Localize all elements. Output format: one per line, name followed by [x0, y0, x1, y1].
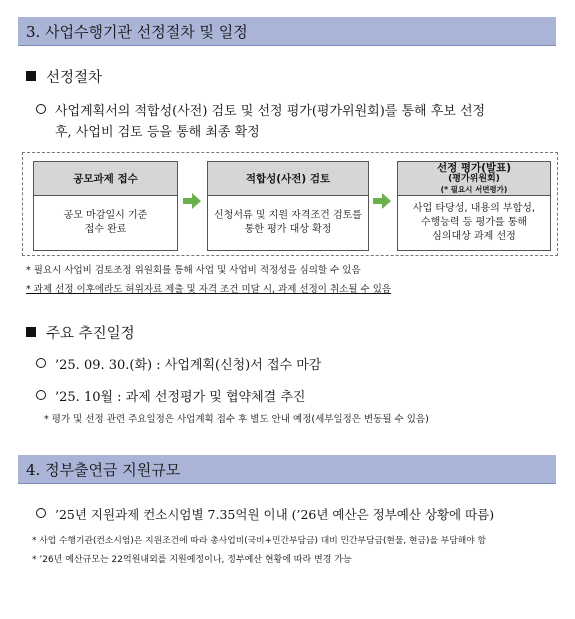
right-arrow-icon — [373, 193, 391, 209]
flow-step-3-header — [398, 162, 550, 196]
schedule-item-1 — [36, 355, 321, 376]
flow-step-2-title: 적합성(사전) 검토 — [245, 173, 331, 185]
square-bullet-icon — [26, 327, 36, 337]
circle-bullet-icon — [36, 390, 46, 400]
flow-step-1-body-line-2: 접수 완료 — [84, 224, 127, 235]
funding-note-1: * 사업 수행기관(컨소시엄)은 지원조건에 따라 총사업비(국비+민간부담금) 대비 민간부담금(현물, 현금)을 부담해야 함 — [32, 536, 487, 546]
section-3-title: 3. 사업수행기관 선정절차 및 일정 — [26, 23, 248, 41]
selection-flow-diagram — [22, 152, 558, 256]
funding-item-1-text: ’25년 지원과제 컨소시엄별 7.35억원 이내 (’26년 예산은 정부예산 상황에 따름) — [55, 507, 495, 522]
selection-heading — [26, 66, 102, 87]
flow-step-1-body-line-1: 공모 마감일시 기준 — [63, 210, 148, 221]
funding-note-2: * ’26년 예산규모는 22억원내외를 지원예정이나, 정부예산 현황에 따라 변경 가능 — [32, 555, 352, 565]
flow-step-3-body — [398, 196, 550, 250]
selection-note-2: * 과제 선정 이후에라도 허위자료 제출 및 자격 조건 미달 시, 과제 선정이 취소될 수 있음 — [26, 284, 392, 295]
flow-step-1-title: 공모과제 접수 — [73, 173, 138, 185]
selection-line-1: 사업계획서의 적합성(사전) 검토 및 선정 평가(평가위원회)를 통해 후보 선정 — [55, 104, 486, 119]
flow-step-3-body-line-2: 수행능력 등 평가를 통해 — [420, 217, 528, 228]
selection-note-1: * 필요시 사업비 검토조정 위원회를 통해 사업 및 사업비 적정성을 심의할 수 있음 — [26, 265, 361, 276]
schedule-heading — [26, 322, 135, 343]
flow-step-3-subtitle: (평가위원회) — [448, 174, 500, 184]
circle-bullet-icon — [36, 104, 46, 114]
flow-step-3 — [397, 161, 551, 251]
selection-heading-text: 선정절차 — [46, 70, 103, 86]
flow-step-3-title: 선정 평가(발표) — [436, 162, 512, 174]
funding-item-1 — [36, 504, 494, 525]
flow-step-1 — [33, 161, 178, 251]
section-4-title: 4. 정부출연금 지원규모 — [26, 461, 181, 479]
schedule-item-1-text: ’25. 09. 30.(화) : 사업계획(신청)서 접수 마감 — [55, 358, 322, 373]
flow-step-2-body-line-1: 신청서류 및 지원 자격조건 검토를 — [214, 210, 362, 221]
flow-step-2-body — [208, 196, 368, 250]
circle-bullet-icon — [36, 508, 46, 518]
schedule-note: * 평가 및 선정 관련 주요일정은 사업계획 접수 후 별도 안내 예정(세부일정은 변동될 수 있음) — [44, 414, 429, 425]
square-bullet-icon — [26, 71, 36, 81]
schedule-heading-text: 주요 추진일정 — [46, 326, 135, 342]
right-arrow-icon — [183, 193, 201, 209]
flow-step-2-header — [208, 162, 368, 196]
section-4-header — [18, 455, 556, 484]
flow-step-1-header — [34, 162, 177, 196]
schedule-item-2-text: ’25. 10월 : 과제 선정평가 및 협약체결 추진 — [55, 390, 306, 405]
flow-step-2-body-line-2: 통한 평가 대상 확정 — [244, 224, 332, 235]
circle-bullet-icon — [36, 358, 46, 368]
flow-step-1-body — [34, 196, 177, 250]
selection-line-2: 후, 사업비 검토 등을 통해 최종 확정 — [55, 125, 260, 140]
flow-step-3-body-line-3: 심의대상 과제 선정 — [432, 231, 516, 242]
selection-description — [36, 101, 485, 143]
flow-step-3-note: (* 필요시 서면평가) — [440, 185, 508, 194]
schedule-item-2 — [36, 387, 305, 408]
flow-step-3-body-line-1: 사업 타당성, 내용의 부합성, — [412, 203, 536, 214]
section-3-header — [18, 17, 556, 46]
flow-step-2 — [207, 161, 369, 251]
